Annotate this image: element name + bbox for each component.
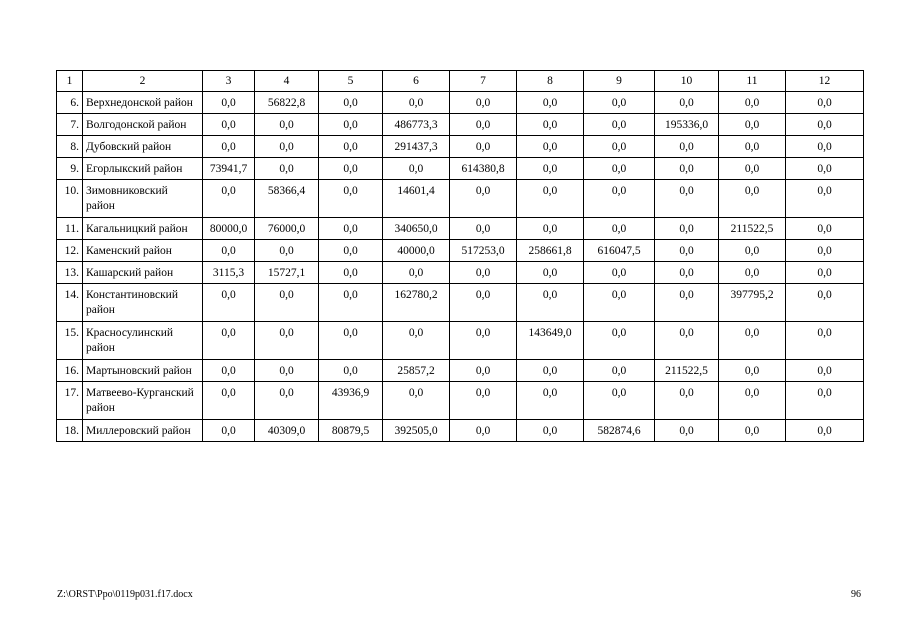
- value-cell: 73941,7: [203, 158, 255, 180]
- value-cell: 0,0: [383, 322, 450, 360]
- data-table: [56, 70, 864, 442]
- value-cell: 0,0: [383, 262, 450, 284]
- value-cell: 3115,3: [203, 262, 255, 284]
- value-cell: 0,0: [719, 322, 786, 360]
- value-cell: 80000,0: [203, 218, 255, 240]
- value-cell: 0,0: [383, 158, 450, 180]
- value-cell: 0,0: [719, 420, 786, 442]
- value-cell: 582874,6: [584, 420, 655, 442]
- row-number-cell: 18.: [57, 420, 83, 442]
- value-cell: 0,0: [383, 382, 450, 420]
- district-name-cell: Егорлыкский район: [83, 158, 203, 180]
- value-cell: 517253,0: [450, 240, 517, 262]
- value-cell: 0,0: [719, 262, 786, 284]
- value-cell: 0,0: [584, 180, 655, 218]
- value-cell: 0,0: [719, 180, 786, 218]
- value-cell: 0,0: [517, 136, 584, 158]
- value-cell: 0,0: [786, 284, 864, 322]
- value-cell: 40000,0: [383, 240, 450, 262]
- value-cell: 397795,2: [719, 284, 786, 322]
- header-cell: 5: [319, 71, 383, 92]
- value-cell: 0,0: [719, 240, 786, 262]
- value-cell: 0,0: [786, 180, 864, 218]
- value-cell: 0,0: [450, 284, 517, 322]
- value-cell: 0,0: [719, 114, 786, 136]
- table-row: [57, 262, 864, 284]
- value-cell: 0,0: [655, 180, 719, 218]
- value-cell: 0,0: [517, 114, 584, 136]
- value-cell: 0,0: [584, 284, 655, 322]
- value-cell: 211522,5: [655, 360, 719, 382]
- value-cell: 43936,9: [319, 382, 383, 420]
- row-number-cell: 10.: [57, 180, 83, 218]
- value-cell: 0,0: [450, 262, 517, 284]
- header-cell: 6: [383, 71, 450, 92]
- value-cell: 0,0: [584, 136, 655, 158]
- district-name-cell: Матвеево-Курганский район: [83, 382, 203, 420]
- value-cell: 0,0: [719, 382, 786, 420]
- value-cell: 0,0: [517, 420, 584, 442]
- value-cell: 0,0: [319, 218, 383, 240]
- value-cell: 0,0: [655, 262, 719, 284]
- value-cell: 80879,5: [319, 420, 383, 442]
- value-cell: 0,0: [584, 218, 655, 240]
- value-cell: 0,0: [255, 382, 319, 420]
- value-cell: 0,0: [450, 322, 517, 360]
- value-cell: 0,0: [203, 92, 255, 114]
- header-cell: 11: [719, 71, 786, 92]
- district-name-cell: Дубовский район: [83, 136, 203, 158]
- value-cell: 195336,0: [655, 114, 719, 136]
- value-cell: 0,0: [319, 262, 383, 284]
- value-cell: 0,0: [450, 114, 517, 136]
- value-cell: 0,0: [319, 114, 383, 136]
- row-number-cell: 11.: [57, 218, 83, 240]
- value-cell: 0,0: [255, 240, 319, 262]
- value-cell: 0,0: [719, 360, 786, 382]
- value-cell: 258661,8: [517, 240, 584, 262]
- table-row: [57, 322, 864, 360]
- district-name-cell: Константиновский район: [83, 284, 203, 322]
- value-cell: 0,0: [719, 92, 786, 114]
- value-cell: 0,0: [319, 158, 383, 180]
- value-cell: 0,0: [786, 114, 864, 136]
- district-name-cell: Мартыновский район: [83, 360, 203, 382]
- table-row: [57, 158, 864, 180]
- value-cell: 0,0: [655, 240, 719, 262]
- value-cell: 0,0: [655, 420, 719, 442]
- value-cell: 0,0: [255, 284, 319, 322]
- value-cell: 0,0: [786, 92, 864, 114]
- value-cell: 0,0: [655, 136, 719, 158]
- district-name-cell: Миллеровский район: [83, 420, 203, 442]
- value-cell: 0,0: [517, 92, 584, 114]
- value-cell: 0,0: [655, 158, 719, 180]
- value-cell: 0,0: [255, 114, 319, 136]
- value-cell: 0,0: [517, 284, 584, 322]
- header-cell: 3: [203, 71, 255, 92]
- table-row: [57, 240, 864, 262]
- table-row: [57, 180, 864, 218]
- value-cell: 0,0: [584, 114, 655, 136]
- district-name-cell: Волгодонской район: [83, 114, 203, 136]
- value-cell: 0,0: [203, 114, 255, 136]
- row-number-cell: 12.: [57, 240, 83, 262]
- row-number-cell: 16.: [57, 360, 83, 382]
- value-cell: 0,0: [517, 262, 584, 284]
- value-cell: 0,0: [450, 180, 517, 218]
- header-cell: 7: [450, 71, 517, 92]
- value-cell: 0,0: [319, 284, 383, 322]
- row-number-cell: 9.: [57, 158, 83, 180]
- value-cell: 0,0: [786, 158, 864, 180]
- header-cell: 8: [517, 71, 584, 92]
- table-row: [57, 218, 864, 240]
- value-cell: 0,0: [584, 382, 655, 420]
- value-cell: 25857,2: [383, 360, 450, 382]
- value-cell: 0,0: [786, 360, 864, 382]
- value-cell: 0,0: [203, 420, 255, 442]
- footer-page-number: 96: [851, 589, 861, 600]
- value-cell: 0,0: [655, 92, 719, 114]
- value-cell: 0,0: [786, 262, 864, 284]
- value-cell: 0,0: [584, 262, 655, 284]
- row-number-cell: 15.: [57, 322, 83, 360]
- row-number-cell: 6.: [57, 92, 83, 114]
- table-row: [57, 420, 864, 442]
- header-cell: 4: [255, 71, 319, 92]
- table-row: [57, 114, 864, 136]
- district-name-cell: Кашарский район: [83, 262, 203, 284]
- value-cell: 0,0: [255, 136, 319, 158]
- value-cell: 0,0: [450, 218, 517, 240]
- value-cell: 0,0: [203, 360, 255, 382]
- value-cell: 0,0: [255, 360, 319, 382]
- value-cell: 0,0: [319, 322, 383, 360]
- value-cell: 0,0: [719, 136, 786, 158]
- value-cell: 0,0: [786, 322, 864, 360]
- district-name-cell: Каменский район: [83, 240, 203, 262]
- value-cell: 0,0: [319, 180, 383, 218]
- value-cell: 0,0: [517, 382, 584, 420]
- value-cell: 0,0: [786, 240, 864, 262]
- value-cell: 0,0: [319, 240, 383, 262]
- value-cell: 0,0: [517, 158, 584, 180]
- value-cell: 616047,5: [584, 240, 655, 262]
- row-number-cell: 8.: [57, 136, 83, 158]
- value-cell: 0,0: [255, 158, 319, 180]
- value-cell: 0,0: [203, 180, 255, 218]
- table-row: [57, 382, 864, 420]
- header-cell: 9: [584, 71, 655, 92]
- value-cell: 0,0: [255, 322, 319, 360]
- header-cell: 1: [57, 71, 83, 92]
- value-cell: 0,0: [655, 284, 719, 322]
- value-cell: 0,0: [319, 360, 383, 382]
- header-cell: 12: [786, 71, 864, 92]
- value-cell: 14601,4: [383, 180, 450, 218]
- value-cell: 0,0: [655, 382, 719, 420]
- value-cell: 211522,5: [719, 218, 786, 240]
- value-cell: 58366,4: [255, 180, 319, 218]
- row-number-cell: 13.: [57, 262, 83, 284]
- value-cell: 486773,3: [383, 114, 450, 136]
- value-cell: 0,0: [383, 92, 450, 114]
- value-cell: 0,0: [203, 322, 255, 360]
- table-body: [57, 71, 864, 442]
- value-cell: 0,0: [517, 360, 584, 382]
- district-name-cell: Зимовниковский район: [83, 180, 203, 218]
- header-cell: 2: [83, 71, 203, 92]
- table-row: [57, 360, 864, 382]
- value-cell: 76000,0: [255, 218, 319, 240]
- value-cell: 162780,2: [383, 284, 450, 322]
- value-cell: 0,0: [319, 136, 383, 158]
- value-cell: 291437,3: [383, 136, 450, 158]
- value-cell: 0,0: [584, 92, 655, 114]
- table-row: [57, 284, 864, 322]
- value-cell: 143649,0: [517, 322, 584, 360]
- value-cell: 0,0: [450, 360, 517, 382]
- value-cell: 0,0: [203, 284, 255, 322]
- value-cell: 0,0: [786, 218, 864, 240]
- value-cell: 0,0: [450, 136, 517, 158]
- value-cell: 0,0: [450, 92, 517, 114]
- value-cell: 614380,8: [450, 158, 517, 180]
- value-cell: 0,0: [786, 136, 864, 158]
- district-name-cell: Кагальницкий район: [83, 218, 203, 240]
- row-number-cell: 14.: [57, 284, 83, 322]
- value-cell: 0,0: [584, 360, 655, 382]
- value-cell: 0,0: [450, 420, 517, 442]
- value-cell: 0,0: [584, 158, 655, 180]
- row-number-cell: 17.: [57, 382, 83, 420]
- district-name-cell: Верхнедонской район: [83, 92, 203, 114]
- value-cell: 0,0: [786, 382, 864, 420]
- value-cell: 15727,1: [255, 262, 319, 284]
- value-cell: 0,0: [517, 180, 584, 218]
- value-cell: 0,0: [203, 240, 255, 262]
- value-cell: 0,0: [655, 322, 719, 360]
- value-cell: 0,0: [719, 158, 786, 180]
- table-row: [57, 92, 864, 114]
- value-cell: 340650,0: [383, 218, 450, 240]
- value-cell: 0,0: [584, 322, 655, 360]
- value-cell: 40309,0: [255, 420, 319, 442]
- value-cell: 0,0: [319, 92, 383, 114]
- value-cell: 0,0: [203, 382, 255, 420]
- value-cell: 56822,8: [255, 92, 319, 114]
- value-cell: 0,0: [517, 218, 584, 240]
- footer-file-path: Z:\ORST\Ppo\0119p031.f17.docx: [57, 589, 193, 600]
- value-cell: 0,0: [203, 136, 255, 158]
- value-cell: 392505,0: [383, 420, 450, 442]
- header-cell: 10: [655, 71, 719, 92]
- value-cell: 0,0: [655, 218, 719, 240]
- district-name-cell: Красносулинский район: [83, 322, 203, 360]
- table-row: [57, 136, 864, 158]
- value-cell: 0,0: [450, 382, 517, 420]
- row-number-cell: 7.: [57, 114, 83, 136]
- table-header-row: [57, 71, 864, 92]
- value-cell: 0,0: [786, 420, 864, 442]
